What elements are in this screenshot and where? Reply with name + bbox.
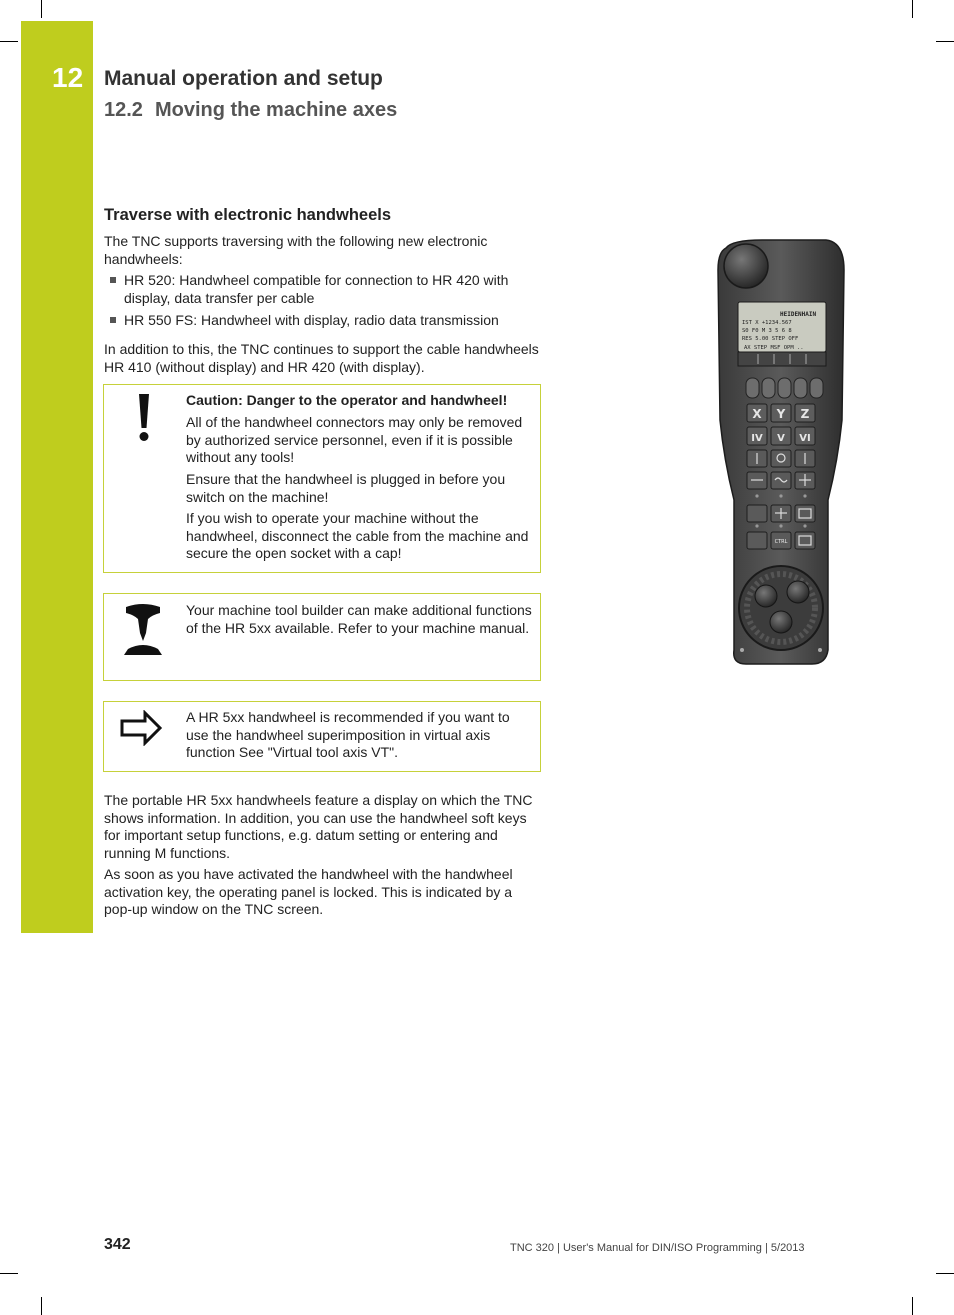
axis-key-iv: IV: [751, 433, 763, 444]
intro-paragraph: The TNC supports traversing with the following new electronic handwheels:: [104, 233, 488, 267]
crop-mark: [0, 1273, 18, 1274]
activation-paragraph: As soon as you have activated the handwheel with the handwheel activation key, the operating panel is locked. This is indicated by a pop-up window on the TNC screen.: [104, 866, 513, 917]
axis-key-y: Y: [776, 407, 786, 421]
page-footer: TNC 320 | User's Manual for DIN/ISO Programming | 5/2013: [510, 1242, 805, 1254]
exclamation-icon: [132, 392, 156, 442]
axis-key-vi: VI: [799, 433, 811, 444]
axis-key-z: Z: [800, 407, 810, 421]
handwheel-illustration: [702, 230, 852, 680]
reference-note-text: A HR 5xx handwheel is recommended if you want to use the handwheel superimposition in virtual axis function See "Virtual tool axis VT".: [186, 709, 510, 760]
page-number: 342: [104, 1236, 131, 1253]
arrow-right-icon: [119, 710, 163, 746]
crop-mark: [41, 0, 42, 18]
crop-mark: [0, 41, 18, 42]
lcd-line-2: S0 F0 M 3 5 6 8: [742, 328, 792, 334]
bullet-item-hr550: HR 550 FS: Handwheel with display, radio data transmission: [124, 312, 499, 328]
lcd-line-3: RES 5.00 STEP OFF: [742, 336, 799, 342]
caution-paragraph-2: Ensure that the handwheel is plugged in before you switch on the machine!: [186, 471, 506, 505]
axis-key-x: X: [752, 407, 762, 421]
bullet-marker: [110, 317, 116, 323]
caution-title: Caution: Danger to the operator and handwheel!: [186, 392, 508, 408]
chapter-title: Manual operation and setup: [104, 67, 383, 90]
axis-key-v: V: [777, 433, 785, 444]
support-paragraph: In addition to this, the TNC continues to support the cable handwheels HR 410 (without display) and HR 420 (with display).: [104, 341, 539, 375]
crop-mark: [936, 1273, 954, 1274]
chapter-sidebar: [21, 21, 93, 933]
section-title-text: Moving the machine axes: [154, 99, 398, 121]
lcd-brand: HEIDENHAIN: [780, 311, 817, 318]
section-title: [104, 99, 397, 122]
lcd-line-1: IST X +1234.567: [742, 320, 792, 326]
crop-mark: [912, 1297, 913, 1315]
box-top-gap: [187, 385, 540, 386]
display-paragraph: The portable HR 5xx handwheels feature a display on which the TNC shows information. In addition, you can use the handwheel soft keys for important setup functions, e.g. datum setting or entering and running M functions.: [104, 792, 533, 861]
section-number: 12.2: [104, 99, 143, 121]
crop-mark: [41, 1297, 42, 1315]
crop-mark: [912, 0, 913, 18]
caution-paragraph-1: All of the handwheel connectors may only be removed by authorized service personnel, even if it is possible without any tools!: [186, 414, 523, 465]
caution-paragraph-3: If you wish to operate your machine without the handwheel, disconnect the cable from the machine and secure the open socket with a cap!: [186, 510, 529, 561]
machine-note-text: Your machine tool builder can make additional functions of the HR 5xx available. Refer to your machine manual.: [186, 602, 532, 636]
subsection-heading: Traverse with electronic handwheels: [104, 206, 392, 224]
bullet-item-hr520: HR 520: Handwheel compatible for connection to HR 420 with display, data transfer per cable: [124, 272, 509, 306]
machine-tool-icon: [122, 603, 164, 657]
ctrl-key-label: CTRL: [774, 539, 788, 545]
lcd-softkeys: AX STEP MSF OPM ..: [744, 345, 804, 351]
bullet-marker: [110, 277, 116, 283]
chapter-number: 12: [52, 62, 84, 93]
crop-mark: [936, 41, 954, 42]
